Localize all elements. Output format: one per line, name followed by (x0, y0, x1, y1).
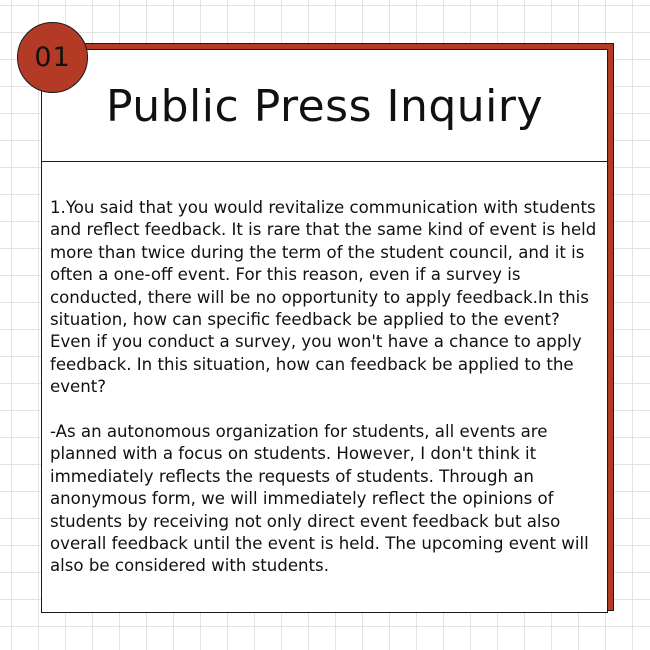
answer-text: -As an autonomous organization for students, all events are planned with a focus on students. However, I don't think it immediately reflects the requests of students. Through an anonymous form, we will immediately reflect the opinions of students by receiving not only direct event feedback but also overall feedback until the event is held. The upcoming event will also be considered with students. (50, 422, 589, 576)
question-text: 1.You said that you would revitalize communication with students and reflect feedback. It is rare that the same kind of event is held more than twice during the term of the student council, and it is often a one-off event. For this reason, even if a survey is conducted, there will be no opportunity to apply feedback.In this situation, how can specific feedback be applied to the event? Even if you conduct a survey, you won't have a chance to apply feedback. In this situation, how can feedback be applied to the event? (50, 198, 597, 397)
number-badge (17, 22, 88, 93)
inquiry-content (50, 197, 606, 578)
title-area (42, 50, 607, 162)
inquiry-card (41, 49, 608, 613)
page-title: Public Press Inquiry (105, 81, 544, 132)
badge-number: 01 (34, 42, 71, 73)
